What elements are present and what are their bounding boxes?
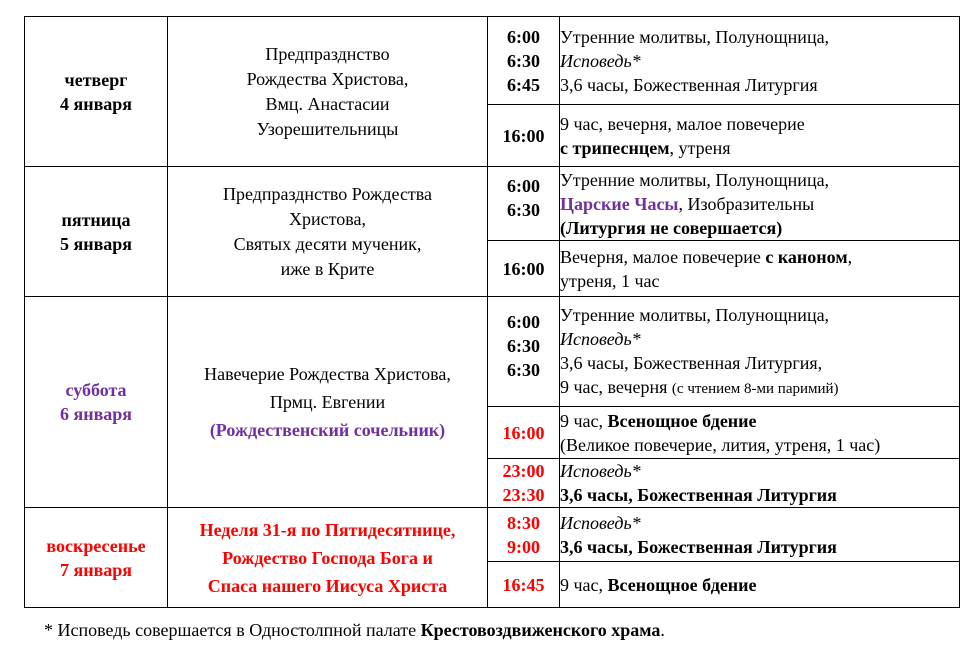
table-row bbox=[25, 508, 960, 562]
time-value: 6:30 bbox=[507, 50, 540, 71]
time-value: 6:00 bbox=[507, 175, 540, 196]
time-cell bbox=[488, 167, 560, 241]
feast-line: Святых десяти мученик, bbox=[233, 233, 422, 254]
feast-line: Прмц. Евгении bbox=[269, 392, 386, 412]
service-line bbox=[560, 409, 959, 433]
date-label: 5 января bbox=[59, 233, 133, 254]
service-line: утреня, 1 час bbox=[560, 270, 660, 291]
weekday-label: суббота bbox=[65, 380, 127, 400]
time-cell bbox=[488, 508, 560, 562]
service-lead: 9 час, bbox=[560, 574, 608, 595]
feast-cell-friday bbox=[168, 167, 488, 297]
time-cell bbox=[488, 459, 560, 508]
weekday-label: пятница bbox=[61, 209, 131, 230]
time-cell bbox=[488, 562, 560, 608]
paroemia-note: (с чтением 8-ми паримий) bbox=[671, 380, 839, 397]
feast-line: иже в Крите bbox=[280, 258, 375, 279]
time-value: 6:00 bbox=[507, 26, 540, 47]
feast-line: Вмц. Анастасии bbox=[265, 93, 390, 114]
time-value: 16:45 bbox=[502, 574, 545, 595]
service-line: 9 час, вечерня, малое повечерие bbox=[560, 113, 805, 134]
day-cell-thursday bbox=[25, 17, 168, 167]
time-value: 6:45 bbox=[507, 74, 540, 95]
feast-line: Спаса нашего Иисуса Христа bbox=[207, 575, 448, 596]
weekday-label: воскресенье bbox=[46, 535, 146, 556]
service-tail: , bbox=[847, 246, 853, 267]
feast-cell-sunday bbox=[168, 508, 488, 608]
service-line: Утренние молитвы, Полунощница, bbox=[560, 304, 830, 325]
service-bold: Всенощное бдение bbox=[607, 574, 757, 595]
feast-line: Неделя 31-я по Пятидесятнице, bbox=[199, 519, 456, 540]
confession-footnote bbox=[44, 620, 665, 641]
feast-cell-saturday bbox=[168, 297, 488, 508]
service-line: Утренние молитвы, Полунощница, bbox=[560, 26, 830, 47]
time-value: 6:00 bbox=[507, 311, 540, 332]
service-cell bbox=[560, 562, 960, 608]
service-cell bbox=[560, 17, 960, 105]
service-tail: , Изобразительны bbox=[678, 193, 815, 214]
service-cell bbox=[560, 297, 960, 407]
no-liturgy-note: (Литургия не совершается) bbox=[560, 217, 783, 238]
service-line bbox=[560, 375, 959, 401]
time-cell bbox=[488, 407, 560, 459]
service-bold: с трипеснцем bbox=[560, 137, 670, 158]
service-cell bbox=[560, 508, 960, 562]
date-label: 6 января bbox=[59, 404, 133, 424]
time-value: 16:00 bbox=[502, 125, 545, 146]
feast-line: Навечерие Рождества Христова, bbox=[204, 364, 451, 384]
confession-line: Исповедь* bbox=[560, 50, 641, 71]
time-value: 23:30 bbox=[502, 485, 545, 505]
time-value: 16:00 bbox=[502, 258, 545, 279]
time-value: 8:30 bbox=[507, 512, 540, 533]
service-lead: 9 час, bbox=[560, 410, 608, 431]
service-line: (Великое повечерие, лития, утреня, 1 час) bbox=[560, 434, 881, 455]
footnote-end: . bbox=[660, 620, 665, 640]
schedule-table bbox=[24, 16, 960, 608]
confession-line: Исповедь* bbox=[560, 512, 641, 533]
service-line: 3,6 часы, Божественная Литургия bbox=[560, 485, 837, 505]
time-cell bbox=[488, 17, 560, 105]
day-cell-saturday bbox=[25, 297, 168, 508]
service-cell bbox=[560, 241, 960, 297]
service-bold: с каноном bbox=[765, 246, 848, 267]
service-line: 3,6 часы, Божественная Литургия bbox=[560, 74, 818, 95]
time-cell bbox=[488, 105, 560, 167]
weekday-label: четверг bbox=[64, 69, 128, 90]
date-label: 4 января bbox=[59, 93, 133, 114]
time-cell bbox=[488, 297, 560, 407]
service-line bbox=[560, 245, 959, 269]
day-cell-friday bbox=[25, 167, 168, 297]
service-line bbox=[560, 573, 959, 597]
feast-cell-thursday bbox=[168, 17, 488, 167]
feast-line: Рождества Христова, bbox=[246, 68, 409, 89]
service-cell bbox=[560, 459, 960, 508]
service-cell bbox=[560, 167, 960, 241]
service-lead: Вечерня, малое повечерие bbox=[560, 246, 766, 267]
footnote-text: * Исповедь совершается в Одностолпной палате bbox=[44, 620, 421, 640]
service-line: Утренние молитвы, Полунощница, bbox=[560, 169, 830, 190]
footnote-church: Крестовоздвиженского храма bbox=[420, 620, 661, 640]
feast-line: Узорешительницы bbox=[256, 118, 399, 139]
time-value: 6:30 bbox=[507, 199, 540, 220]
service-line: 3,6 часы, Божественная Литургия bbox=[560, 536, 837, 557]
service-line bbox=[560, 136, 959, 160]
royal-hours-label: Царские Часы bbox=[560, 193, 679, 214]
table-row bbox=[25, 167, 960, 241]
service-cell bbox=[560, 407, 960, 459]
service-tail: , утреня bbox=[669, 137, 731, 158]
table-row bbox=[25, 17, 960, 105]
time-value: 6:30 bbox=[507, 335, 540, 356]
service-line: 3,6 часы, Божественная Литургия, bbox=[560, 352, 823, 373]
time-value: 16:00 bbox=[502, 422, 545, 443]
day-cell-sunday bbox=[25, 508, 168, 608]
christmas-eve-label: (Рождественский сочельник) bbox=[209, 420, 446, 440]
time-value: 23:00 bbox=[502, 461, 545, 481]
table-row bbox=[25, 297, 960, 407]
feast-line: Рождество Господа Бога и bbox=[222, 547, 433, 568]
time-value: 6:30 bbox=[507, 359, 540, 380]
feast-line: Предпразднство Рождества bbox=[222, 183, 433, 204]
time-value: 9:00 bbox=[507, 536, 540, 557]
service-line bbox=[560, 192, 959, 216]
time-cell bbox=[488, 241, 560, 297]
date-label: 7 января bbox=[59, 559, 133, 580]
feast-line: Предпразднство bbox=[265, 43, 390, 64]
confession-line: Исповедь* bbox=[560, 328, 641, 349]
service-bold: Всенощное бдение bbox=[607, 410, 757, 431]
confession-line: Исповедь* bbox=[560, 461, 641, 481]
feast-line: Христова, bbox=[288, 208, 366, 229]
service-cell bbox=[560, 105, 960, 167]
service-lead: 9 час, вечерня bbox=[560, 376, 672, 397]
